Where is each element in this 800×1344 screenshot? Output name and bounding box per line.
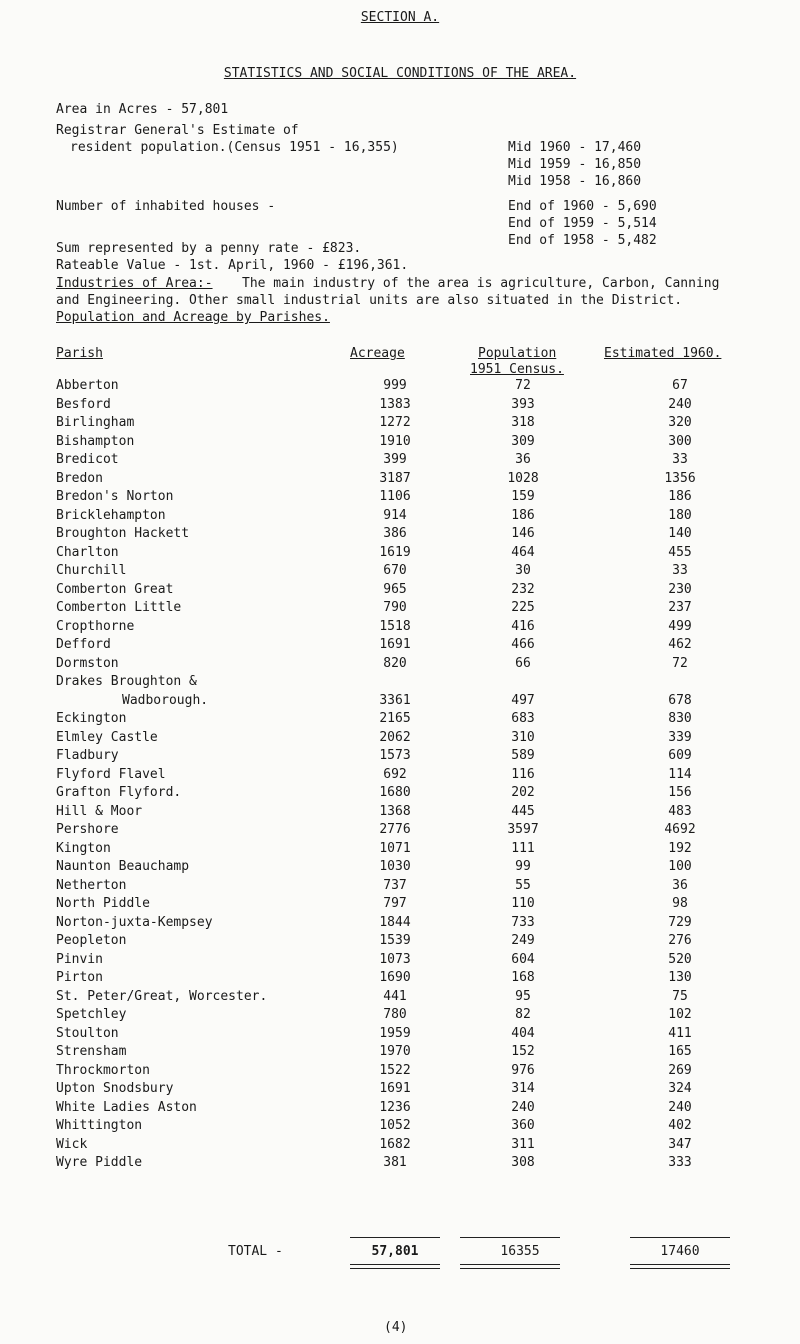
- parish-cell: Fladbury: [56, 748, 119, 763]
- estimated-cell: 678: [668, 692, 692, 708]
- acreage-cell: 1052: [379, 1118, 411, 1133]
- population-cell: 55: [515, 877, 531, 893]
- population-cell: 416: [511, 618, 535, 634]
- acreage-cell: 1522: [379, 1062, 411, 1078]
- total-rule-population: [460, 1237, 560, 1238]
- total-double-rule-estimated: [630, 1264, 730, 1269]
- population-cell: 249: [511, 933, 535, 948]
- table-row: [0, 674, 800, 693]
- estimated-cell: 1356: [664, 470, 696, 486]
- estimate-1958: Mid 1958 - 16,860: [508, 174, 642, 189]
- houses-label: Number of inhabited houses -: [56, 199, 276, 214]
- table-row: [0, 915, 800, 934]
- acreage-cell: 790: [383, 600, 407, 615]
- acreage-cell: 1619: [379, 544, 411, 560]
- parish-cell: Wadborough.: [122, 692, 209, 708]
- parish-cell: Bricklehampton: [56, 507, 166, 523]
- acreage-cell: 999: [383, 378, 407, 393]
- population-cell: 308: [511, 1155, 535, 1170]
- estimated-cell: 75: [672, 988, 688, 1004]
- parish-cell: Comberton Little: [56, 600, 182, 615]
- population-cell: 309: [511, 433, 535, 449]
- estimate-1960: Mid 1960 - 17,460: [508, 140, 642, 155]
- total-estimated: 17460: [660, 1244, 700, 1259]
- col-parish: Parish: [56, 346, 103, 361]
- estimated-cell: 499: [668, 618, 692, 634]
- population-cell: 1028: [507, 470, 539, 486]
- acreage-cell: 441: [383, 988, 407, 1004]
- population-cell: 360: [511, 1118, 535, 1133]
- population-cell: 311: [511, 1136, 535, 1152]
- population-cell: 159: [511, 489, 535, 504]
- table-row: [0, 1026, 800, 1045]
- population-cell: 232: [511, 581, 535, 597]
- section-title: SECTION A.: [360, 10, 440, 25]
- estimated-cell: 67: [672, 378, 688, 393]
- population-cell: 404: [511, 1025, 535, 1041]
- parish-cell: Peopleton: [56, 933, 127, 948]
- table-row: [0, 656, 800, 675]
- acreage-cell: 2165: [379, 711, 411, 726]
- population-cell: 604: [511, 951, 535, 967]
- rateable-value: Rateable Value - 1st. April, 1960 - £196,361.: [56, 258, 409, 273]
- table-row: [0, 489, 800, 508]
- acreage-cell: 399: [383, 452, 407, 467]
- estimated-cell: 455: [668, 544, 692, 560]
- estimated-cell: 324: [668, 1081, 692, 1096]
- parish-cell: Stoulton: [56, 1025, 119, 1041]
- parish-cell: Bredon's Norton: [56, 489, 174, 504]
- estimated-cell: 98: [672, 896, 688, 911]
- acreage-cell: 1691: [379, 637, 411, 652]
- population-cell: 589: [511, 748, 535, 763]
- total-rule-acreage: [350, 1237, 440, 1238]
- acreage-cell: 2776: [379, 822, 411, 837]
- table-row: [0, 1044, 800, 1063]
- table-row: [0, 1118, 800, 1137]
- parish-cell: Cropthorne: [56, 618, 135, 634]
- acreage-cell: 3187: [379, 470, 411, 486]
- acreage-cell: 965: [383, 581, 407, 597]
- registrar-line-1: Registrar General's Estimate of: [56, 123, 299, 138]
- parish-cell: Eckington: [56, 711, 127, 726]
- table-row: [0, 730, 800, 749]
- acreage-cell: 820: [383, 655, 407, 671]
- population-cell: 99: [515, 859, 531, 874]
- parish-cell: Hill & Moor: [56, 803, 143, 819]
- table-row: [0, 1137, 800, 1156]
- table-row: [0, 471, 800, 490]
- estimated-cell: 114: [668, 766, 692, 782]
- acreage-cell: 670: [383, 563, 407, 578]
- parish-cell: Netherton: [56, 877, 127, 893]
- population-cell: 36: [515, 452, 531, 467]
- population-cell: 393: [511, 396, 535, 412]
- penny-rate: Sum represented by a penny rate - £823.: [56, 241, 362, 256]
- table-row: [0, 970, 800, 989]
- population-cell: 110: [511, 896, 535, 911]
- table-row: [0, 822, 800, 841]
- table-row: [0, 1007, 800, 1026]
- table-row: [0, 508, 800, 527]
- table-row: [0, 933, 800, 952]
- parish-cell: Defford: [56, 637, 111, 652]
- acreage-cell: 1682: [379, 1136, 411, 1152]
- estimated-cell: 830: [668, 711, 692, 726]
- estimated-cell: 300: [668, 433, 692, 449]
- estimated-cell: 729: [668, 914, 692, 930]
- acreage-cell: 692: [383, 766, 407, 782]
- estimated-cell: 402: [668, 1118, 692, 1133]
- estimated-cell: 333: [668, 1155, 692, 1170]
- acreage-cell: 1539: [379, 933, 411, 948]
- acreage-cell: 780: [383, 1007, 407, 1022]
- estimated-cell: 102: [668, 1007, 692, 1022]
- acreage-cell: 1030: [379, 859, 411, 874]
- estimated-cell: 33: [672, 452, 688, 467]
- parish-cell: Charlton: [56, 544, 119, 560]
- acreage-cell: 1272: [379, 415, 411, 430]
- estimated-cell: 462: [668, 637, 692, 652]
- estimated-cell: 240: [668, 1099, 692, 1115]
- table-row: [0, 637, 800, 656]
- acreage-cell: 797: [383, 896, 407, 911]
- estimated-cell: 180: [668, 507, 692, 523]
- table-row: [0, 841, 800, 860]
- parish-cell: Pinvin: [56, 951, 103, 967]
- population-cell: 318: [511, 415, 535, 430]
- acreage-cell: 1518: [379, 618, 411, 634]
- houses-1960: End of 1960 - 5,690: [508, 199, 657, 214]
- acreage-cell: 1071: [379, 840, 411, 856]
- population-cell: 225: [511, 600, 535, 615]
- table-row: [0, 785, 800, 804]
- parish-cell: Spetchley: [56, 1007, 127, 1022]
- acreage-cell: 1910: [379, 433, 411, 449]
- parish-cell: North Piddle: [56, 896, 150, 911]
- population-cell: 466: [511, 637, 535, 652]
- parish-cell: Strensham: [56, 1044, 127, 1059]
- parish-cell: Elmley Castle: [56, 729, 158, 745]
- estimated-cell: 347: [668, 1136, 692, 1152]
- population-cell: 202: [511, 785, 535, 800]
- estimated-cell: 609: [668, 748, 692, 763]
- estimated-cell: 72: [672, 655, 688, 671]
- industries-label: Industries of Area:-: [56, 276, 213, 291]
- table-row: [0, 952, 800, 971]
- total-double-rule-population: [460, 1264, 560, 1269]
- table-row: [0, 711, 800, 730]
- acreage-cell: 1970: [379, 1044, 411, 1059]
- estimated-cell: 130: [668, 970, 692, 985]
- col-population: Population: [478, 346, 557, 361]
- population-cell: 152: [511, 1044, 535, 1059]
- parish-cell: Drakes Broughton &: [56, 674, 197, 689]
- parish-cell: Birlingham: [56, 415, 135, 430]
- estimated-cell: 230: [668, 581, 692, 597]
- acreage-cell: 914: [383, 507, 407, 523]
- parish-cell: Flyford Flavel: [56, 766, 166, 782]
- population-cell: 116: [511, 766, 535, 782]
- population-cell: 497: [511, 692, 535, 708]
- industries-text-1: The main industry of the area is agriculture, Carbon, Canning: [242, 276, 720, 291]
- acreage-cell: 1959: [379, 1025, 411, 1041]
- population-cell: 3597: [507, 822, 539, 837]
- estimated-cell: 237: [668, 600, 692, 615]
- parish-cell: Bredon: [56, 470, 103, 486]
- population-cell: 186: [511, 507, 535, 523]
- acreage-cell: 737: [383, 877, 407, 893]
- estimate-1959: Mid 1959 - 16,850: [508, 157, 642, 172]
- estimated-cell: 186: [668, 489, 692, 504]
- estimated-cell: 156: [668, 785, 692, 800]
- table-row: [0, 397, 800, 416]
- total-population: 16355: [500, 1244, 540, 1259]
- acreage-cell: 1691: [379, 1081, 411, 1096]
- table-row: [0, 1100, 800, 1119]
- table-row: [0, 434, 800, 453]
- table-row: [0, 804, 800, 823]
- table-row: [0, 378, 800, 397]
- estimated-cell: 140: [668, 526, 692, 541]
- table-row: [0, 989, 800, 1008]
- parish-cell: Bredicot: [56, 452, 119, 467]
- population-cell: 66: [515, 655, 531, 671]
- parish-table: [0, 378, 800, 1174]
- table-row: [0, 452, 800, 471]
- table-row: [0, 693, 800, 712]
- col-census: 1951 Census.: [470, 362, 564, 377]
- acreage-cell: 381: [383, 1155, 407, 1170]
- parish-cell: Besford: [56, 396, 111, 412]
- table-row: [0, 1081, 800, 1100]
- parish-cell: Upton Snodsbury: [56, 1081, 174, 1096]
- table-row: [0, 415, 800, 434]
- table-row: [0, 896, 800, 915]
- table-row: [0, 526, 800, 545]
- population-cell: 95: [515, 988, 531, 1004]
- population-cell: 733: [511, 914, 535, 930]
- estimated-cell: 33: [672, 563, 688, 578]
- parish-cell: Norton-juxta-Kempsey: [56, 914, 213, 930]
- population-cell: 240: [511, 1099, 535, 1115]
- acreage-cell: 3361: [379, 692, 411, 708]
- acreage-cell: 2062: [379, 729, 411, 745]
- parish-cell: Grafton Flyford.: [56, 785, 182, 800]
- estimated-cell: 483: [668, 803, 692, 819]
- population-heading: Population and Acreage by Parishes.: [56, 310, 330, 325]
- estimated-cell: 240: [668, 396, 692, 412]
- estimated-cell: 520: [668, 951, 692, 967]
- population-cell: 146: [511, 526, 535, 541]
- parish-cell: Churchill: [56, 563, 127, 578]
- population-cell: 445: [511, 803, 535, 819]
- parish-cell: Pirton: [56, 970, 103, 985]
- population-cell: 314: [511, 1081, 535, 1096]
- parish-cell: St. Peter/Great, Worcester.: [56, 988, 268, 1004]
- population-cell: 168: [511, 970, 535, 985]
- area-line: Area in Acres - 57,801: [56, 102, 229, 117]
- industries-text-2: and Engineering. Other small industrial units are also situated in the District.: [56, 293, 683, 308]
- acreage-cell: 1073: [379, 951, 411, 967]
- parish-cell: Dormston: [56, 655, 119, 671]
- table-row: [0, 767, 800, 786]
- parish-cell: White Ladies Aston: [56, 1099, 197, 1115]
- table-row: [0, 563, 800, 582]
- total-label: TOTAL -: [228, 1244, 283, 1259]
- estimated-cell: 100: [668, 859, 692, 874]
- col-estimated: Estimated 1960.: [604, 346, 722, 361]
- parish-cell: Kington: [56, 840, 111, 856]
- acreage-cell: 386: [383, 526, 407, 541]
- parish-cell: Pershore: [56, 822, 119, 837]
- estimated-cell: 339: [668, 729, 692, 745]
- estimated-cell: 165: [668, 1044, 692, 1059]
- parish-cell: Comberton Great: [56, 581, 174, 597]
- parish-cell: Throckmorton: [56, 1062, 150, 1078]
- acreage-cell: 1690: [379, 970, 411, 985]
- estimated-cell: 192: [668, 840, 692, 856]
- acreage-cell: 1573: [379, 748, 411, 763]
- table-row: [0, 619, 800, 638]
- parish-cell: Bishampton: [56, 433, 135, 449]
- parish-cell: Naunton Beauchamp: [56, 859, 190, 874]
- acreage-cell: 1106: [379, 489, 411, 504]
- estimated-cell: 36: [672, 877, 688, 893]
- table-row: [0, 1063, 800, 1082]
- acreage-cell: 1680: [379, 785, 411, 800]
- table-row: [0, 1155, 800, 1174]
- parish-cell: Whittington: [56, 1118, 143, 1133]
- total-acreage: 57,801: [371, 1244, 419, 1259]
- estimated-cell: 320: [668, 415, 692, 430]
- estimated-cell: 4692: [664, 822, 696, 837]
- houses-1959: End of 1959 - 5,514: [508, 216, 657, 231]
- acreage-cell: 1236: [379, 1099, 411, 1115]
- total-rule-estimated: [630, 1237, 730, 1238]
- population-cell: 72: [515, 378, 531, 393]
- population-cell: 310: [511, 729, 535, 745]
- table-row: [0, 748, 800, 767]
- parish-cell: Broughton Hackett: [56, 526, 190, 541]
- estimated-cell: 411: [668, 1025, 692, 1041]
- parish-cell: Abberton: [56, 378, 119, 393]
- table-row: [0, 600, 800, 619]
- population-cell: 111: [511, 840, 535, 856]
- table-row: [0, 878, 800, 897]
- population-cell: 464: [511, 544, 535, 560]
- table-row: [0, 545, 800, 564]
- page-number: (4): [384, 1320, 408, 1335]
- parish-cell: Wick: [56, 1136, 88, 1152]
- population-cell: 82: [515, 1007, 531, 1022]
- population-cell: 30: [515, 563, 531, 578]
- main-heading: STATISTICS AND SOCIAL CONDITIONS OF THE AREA.: [223, 66, 577, 81]
- estimated-cell: 269: [668, 1062, 692, 1078]
- acreage-cell: 1844: [379, 914, 411, 930]
- table-row: [0, 582, 800, 601]
- registrar-line-2: resident population.(Census 1951 - 16,355): [70, 140, 399, 155]
- table-row: [0, 859, 800, 878]
- acreage-cell: 1368: [379, 803, 411, 819]
- col-acreage: Acreage: [350, 346, 405, 361]
- total-double-rule-acreage: [350, 1264, 440, 1269]
- acreage-cell: 1383: [379, 396, 411, 412]
- estimated-cell: 276: [668, 933, 692, 948]
- houses-1958: End of 1958 - 5,482: [508, 233, 657, 248]
- population-cell: 976: [511, 1062, 535, 1078]
- population-cell: 683: [511, 711, 535, 726]
- parish-cell: Wyre Piddle: [56, 1155, 143, 1170]
